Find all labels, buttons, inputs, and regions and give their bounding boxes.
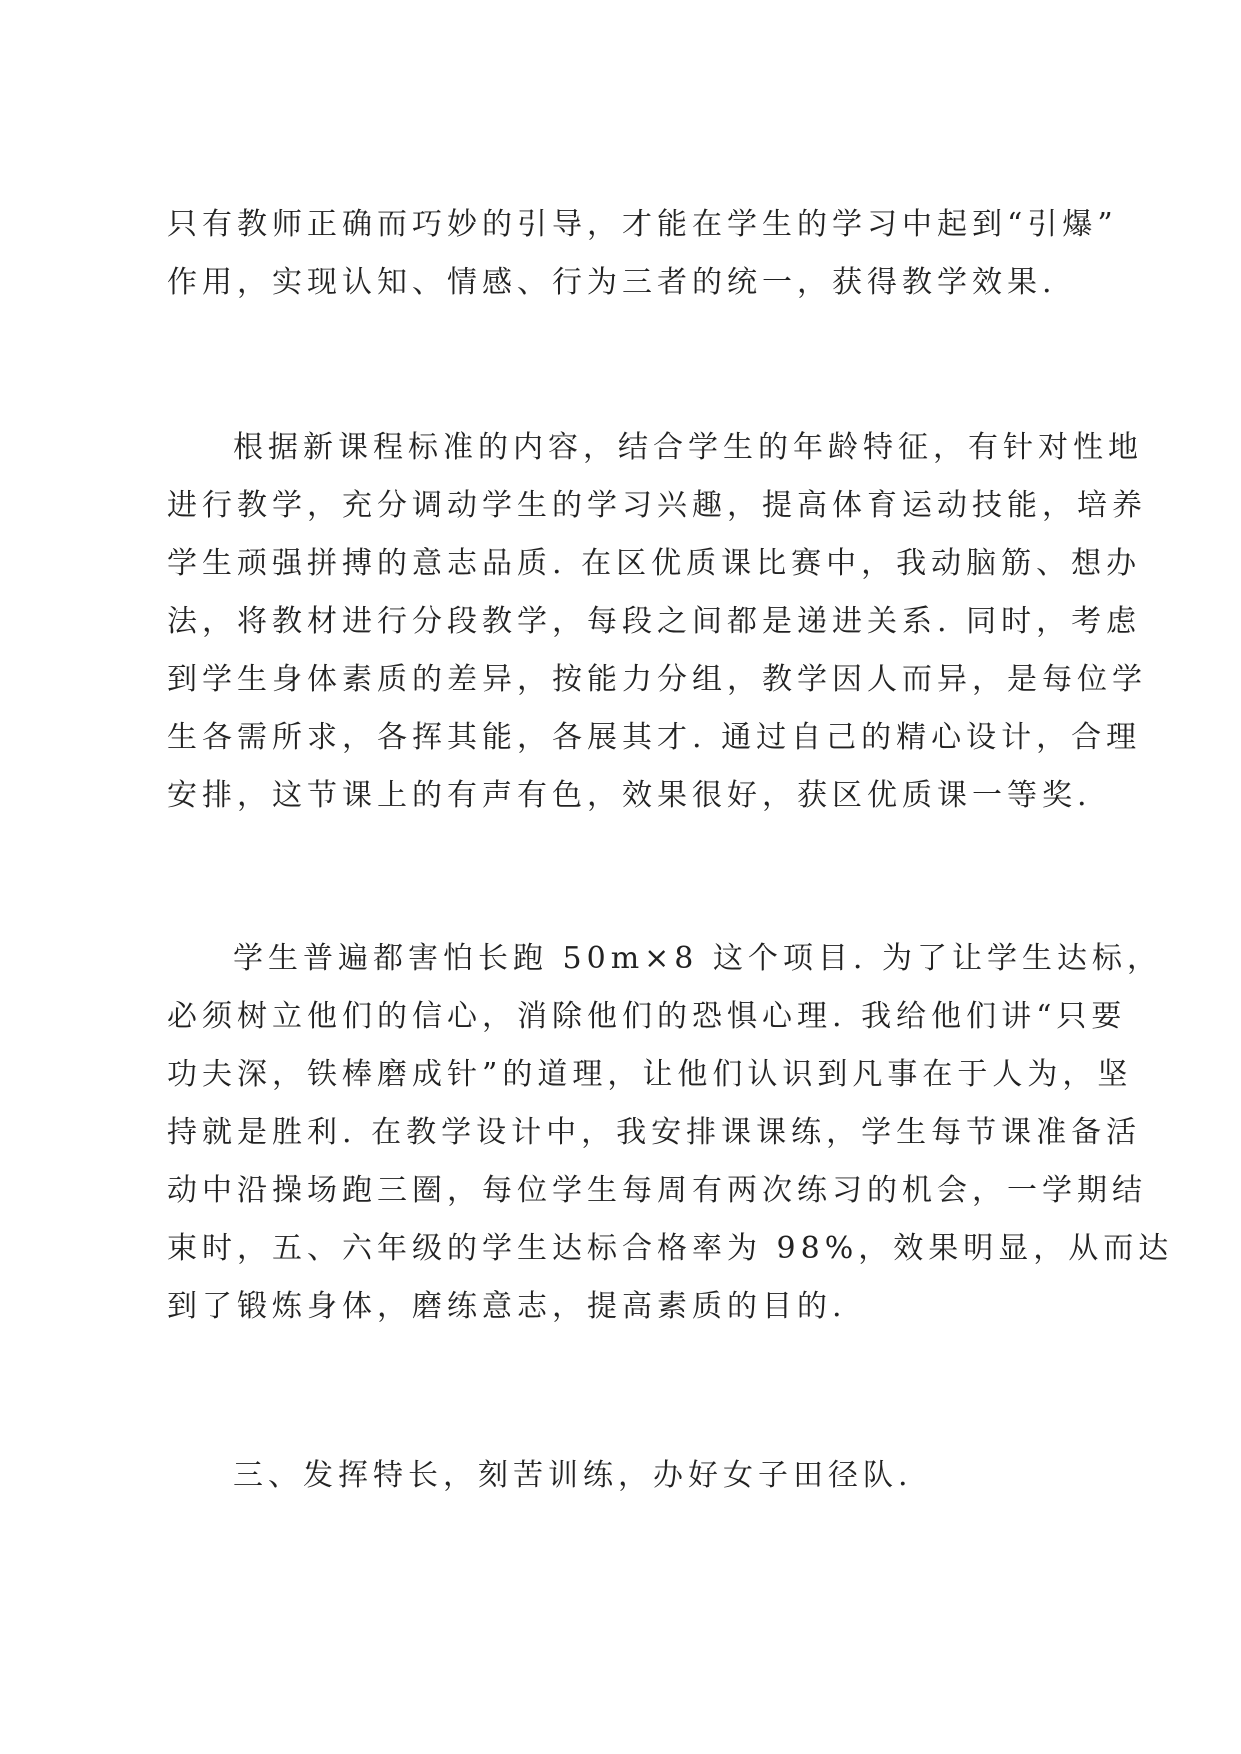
paragraph-3-line-3: 功夫深，铁棒磨成针”的道理，让他们认识到凡事在于人为，坚 (167, 1057, 1133, 1092)
paragraph-2-line-3: 学生顽强拼搏的意志品质. 在区优质课比赛中，我动脑筋、想办 (167, 546, 1142, 581)
paragraph-2-line-1: 根据新课程标准的内容，结合学生的年龄特征，有针对性地 (233, 430, 1143, 465)
paragraph-3-line-6: 束时，五、六年级的学生达标合格率为 98%，效果明显，从而达 (167, 1231, 1174, 1266)
paragraph-2-line-7: 安排，这节课上的有声有色，效果很好，获区优质课一等奖. (167, 778, 1092, 813)
paragraph-3-line-5: 动中沿操场跑三圈，每位学生每周有两次练习的机会，一学期结 (167, 1173, 1147, 1208)
paragraph-3-line-2: 必须树立他们的信心，消除他们的恐惧心理. 我给他们讲“只要 (167, 999, 1127, 1034)
paragraph-3-line-7: 到了锻炼身体，磨练意志，提高素质的目的. (167, 1289, 847, 1324)
paragraph-2-line-4: 法，将教材进行分段教学，每段之间都是递进关系. 同时，考虑 (167, 604, 1142, 639)
paragraph-3-line-1: 学生普遍都害怕长跑 50m×8 这个项目. 为了让学生达标， (233, 941, 1162, 976)
section-heading: 三、发挥特长，刻苦训练，办好女子田径队. (233, 1458, 913, 1493)
paragraph-2-line-5: 到学生身体素质的差异，按能力分组，教学因人而异，是每位学 (167, 662, 1147, 697)
paragraph-2-line-2: 进行教学，充分调动学生的学习兴趣，提高体育运动技能，培养 (167, 488, 1147, 523)
paragraph-1-line-1: 只有教师正确而巧妙的引导，才能在学生的学习中起到“引爆” (167, 207, 1118, 242)
paragraph-1-line-2: 作用，实现认知、情感、行为三者的统一，获得教学效果. (167, 265, 1057, 300)
paragraph-3-line-4: 持就是胜利. 在教学设计中，我安排课课练，学生每节课准备活 (167, 1115, 1142, 1150)
paragraph-2-line-6: 生各需所求，各挥其能，各展其才. 通过自己的精心设计，合理 (167, 720, 1142, 755)
